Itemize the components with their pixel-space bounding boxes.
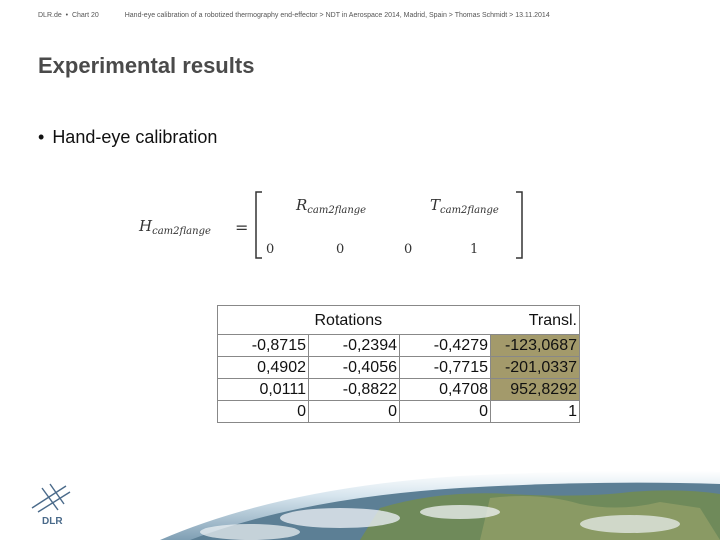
header-transl: Transl. [491,306,580,335]
cell: 1 [491,401,580,423]
cell: -201,0337 [491,357,580,379]
header-rotations: Rotations [309,306,491,335]
earth-image-band [160,468,720,540]
logo-text: DLR [42,516,63,527]
table-row [218,335,580,357]
translation-block: $T_{cam2flange}$ [430,196,499,216]
lhs-symbol: $H_{cam2flange}$ [139,217,211,237]
table-row [218,379,580,401]
matrix-bottom-2: 0 [404,242,413,257]
header-org: DLR.de [38,12,62,19]
dlr-logo-icon [28,482,74,528]
cell: -0,4279 [400,335,491,357]
bullet-dot: • [38,127,45,147]
header-chart-number: Chart 20 [71,12,99,19]
table-row [218,401,580,423]
dlr-logo [28,482,74,528]
equals-sign: = [235,218,249,237]
matrix-bottom-3: 1 [470,242,479,257]
cell: 0,4708 [400,379,491,401]
slide-title: Experimental results [38,53,255,78]
header-talk-info: Hand-eye calibration of a robotized thermography end-effector > NDT in Aerospace 2014, Madrid, Spain > Thomas Schmidt > 13.11.2014 [124,12,550,19]
cell: 0 [400,401,491,423]
cell: -123,0687 [491,335,580,357]
calibration-result-table [217,305,580,423]
cell: 0 [309,401,400,423]
earth-satellite-image [160,468,720,540]
cell: 0,0111 [218,379,309,401]
rotation-block: $R_{cam2flange}$ [296,196,367,216]
cell: -0,2394 [309,335,400,357]
bullet-item [38,127,217,148]
cell: -0,4056 [309,357,400,379]
matrix-bottom-0: 0 [266,242,275,257]
slide-header: DLR.de • Chart 20 Hand-eye calibration of a robotized thermography end-effector > NDT in Aerospace 2014, Madrid, Spain > Thomas Schmidt > 13.11.2014 [38,12,550,19]
cell: -0,8822 [309,379,400,401]
cell: -0,7715 [400,357,491,379]
cell: 0,4902 [218,357,309,379]
table-row [218,357,580,379]
cell: 952,8292 [491,379,580,401]
cell: 0 [218,401,309,423]
table-header-row [218,306,580,335]
cell: -0,8715 [218,335,309,357]
bullet-text: Hand-eye calibration [52,127,218,147]
matrix-bottom-1: 0 [336,242,345,257]
